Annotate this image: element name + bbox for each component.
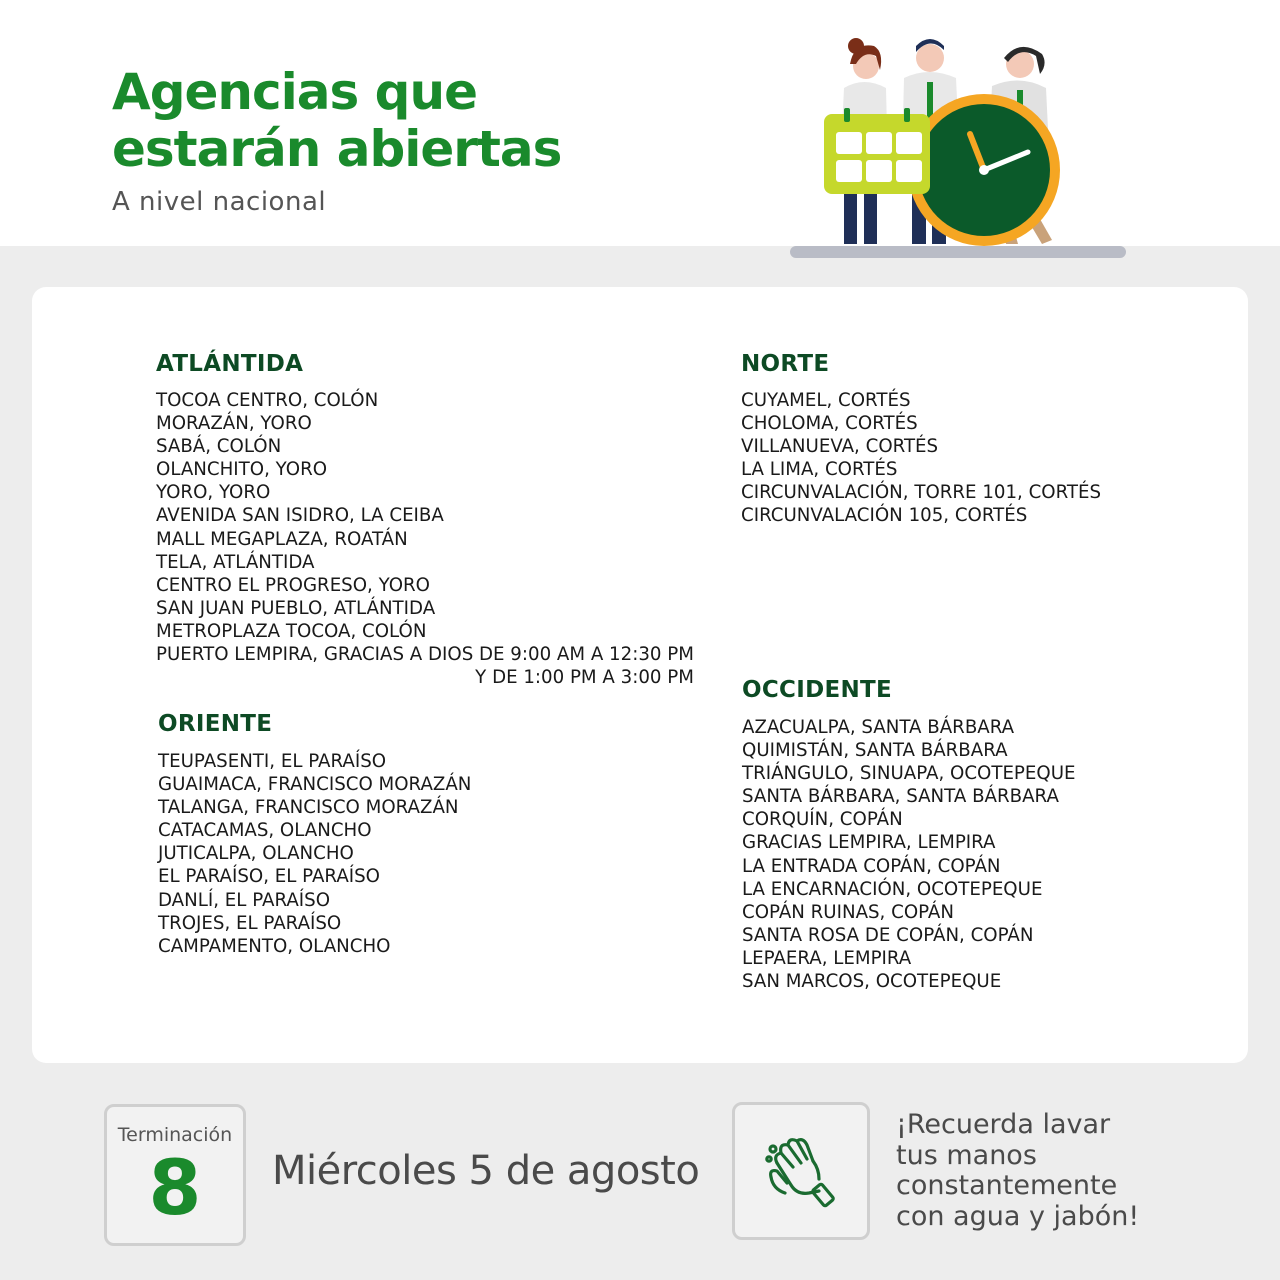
location-item: CENTRO EL PROGRESO, YORO [156, 574, 430, 596]
location-item: SAN JUAN PUEBLO, ATLÁNTIDA [156, 597, 436, 619]
location-item: AVENIDA SAN ISIDRO, LA CEIBA [156, 505, 444, 527]
location-list-norte [741, 389, 1101, 528]
location-item: GRACIAS LEMPIRA, LEMPIRA [742, 832, 996, 854]
location-list-atlantida [156, 389, 694, 689]
hand-washing-reminder [896, 1110, 1139, 1232]
region-oriente [158, 711, 471, 958]
location-item: QUIMISTÁN, SANTA BÁRBARA [742, 740, 1008, 762]
agencies-card [32, 287, 1248, 1063]
reminder-line-3: constantemente [896, 1170, 1118, 1201]
terminacion-number: 8 [148, 1143, 202, 1232]
title-line-2: estarán abiertas [112, 120, 562, 178]
location-item: CIRCUNVALACIÓN, TORRE 101, CORTÉS [741, 482, 1102, 504]
location-item: PUERTO LEMPIRA, GRACIAS A DIOS DE 9:00 AM A 12:30 PM [156, 644, 694, 666]
location-item: CUYAMEL, CORTÉS [741, 390, 911, 411]
region-norte [741, 351, 1101, 528]
location-item: SAN MARCOS, OCOTEPEQUE [742, 971, 1002, 993]
location-item: GUAIMACA, FRANCISCO MORAZÁN [158, 774, 472, 796]
reminder-line-4: con agua y jabón! [896, 1200, 1140, 1232]
location-item: CIRCUNVALACIÓN 105, CORTÉS [741, 505, 1028, 527]
reminder-line-1: ¡Recuerda lavar [896, 1109, 1111, 1140]
location-item: TRIÁNGULO, SINUAPA, OCOTEPEQUE [742, 763, 1076, 785]
location-item: TEUPASENTI, EL PARAÍSO [158, 751, 387, 772]
location-item: OLANCHITO, YORO [156, 459, 328, 481]
region-atlantida [156, 351, 694, 689]
location-item: SABÁ, COLÓN [156, 436, 282, 458]
location-item: CORQUÍN, COPÁN [742, 809, 903, 831]
reminder-line-2: tus manos [896, 1139, 1037, 1171]
header [0, 0, 1280, 246]
region-title-oriente: ORIENTE [158, 711, 273, 737]
location-item: CAMPAMENTO, OLANCHO [158, 935, 391, 957]
staff-with-calendar-and-clock-illustration [784, 30, 1134, 266]
location-item: SANTA ROSA DE COPÁN, COPÁN [742, 924, 1034, 946]
location-list-occidente [742, 716, 1076, 993]
schedule-continuation: Y DE 1:00 PM A 3:00 PM [475, 667, 694, 689]
page-title [112, 64, 561, 178]
schedule-date: Miércoles 5 de agosto [272, 1148, 700, 1194]
location-item: DANLÍ, EL PARAÍSO [158, 889, 331, 911]
location-list-oriente [158, 750, 471, 958]
location-item: VILLANUEVA, CORTÉS [741, 436, 939, 458]
location-item: LA ENCARNACIÓN, OCOTEPEQUE [742, 878, 1043, 900]
location-item: MORAZÁN, YORO [156, 413, 312, 435]
location-item: CHOLOMA, CORTÉS [741, 413, 918, 435]
terminacion-badge [104, 1104, 246, 1246]
hand-washing-badge [732, 1102, 870, 1240]
location-item: YORO, YORO [156, 482, 271, 504]
terminacion-label: Terminación [117, 1124, 233, 1146]
location-item: SANTA BÁRBARA, SANTA BÁRBARA [742, 786, 1059, 808]
location-item: AZACUALPA, SANTA BÁRBARA [742, 717, 1015, 738]
location-item: LEPAERA, LEMPIRA [742, 947, 912, 969]
location-item: TROJES, EL PARAÍSO [158, 912, 342, 934]
location-item: MALL MEGAPLAZA, ROATÁN [156, 528, 408, 550]
location-item: METROPLAZA TOCOA, COLÓN [156, 620, 427, 642]
hand-washing-icon [763, 1133, 841, 1211]
location-item: LA LIMA, CORTÉS [741, 459, 898, 481]
location-item: JUTICALPA, OLANCHO [158, 843, 354, 865]
location-item: CATACAMAS, OLANCHO [158, 820, 372, 842]
region-title-occidente: OCCIDENTE [742, 677, 893, 703]
region-title-norte: NORTE [741, 351, 830, 377]
location-item: COPÁN RUINAS, COPÁN [742, 901, 954, 923]
location-item: TELA, ATLÁNTIDA [156, 551, 315, 573]
region-occidente [742, 677, 1076, 993]
location-item: TALANGA, FRANCISCO MORAZÁN [158, 797, 459, 819]
location-item: EL PARAÍSO, EL PARAÍSO [158, 866, 380, 888]
page-subtitle: A nivel nacional [112, 187, 327, 217]
region-title-atlantida: ATLÁNTIDA [156, 351, 304, 377]
location-item: LA ENTRADA COPÁN, COPÁN [742, 855, 1001, 877]
location-item: TOCOA CENTRO, COLÓN [156, 390, 379, 411]
title-line-1: Agencias que [112, 63, 477, 121]
